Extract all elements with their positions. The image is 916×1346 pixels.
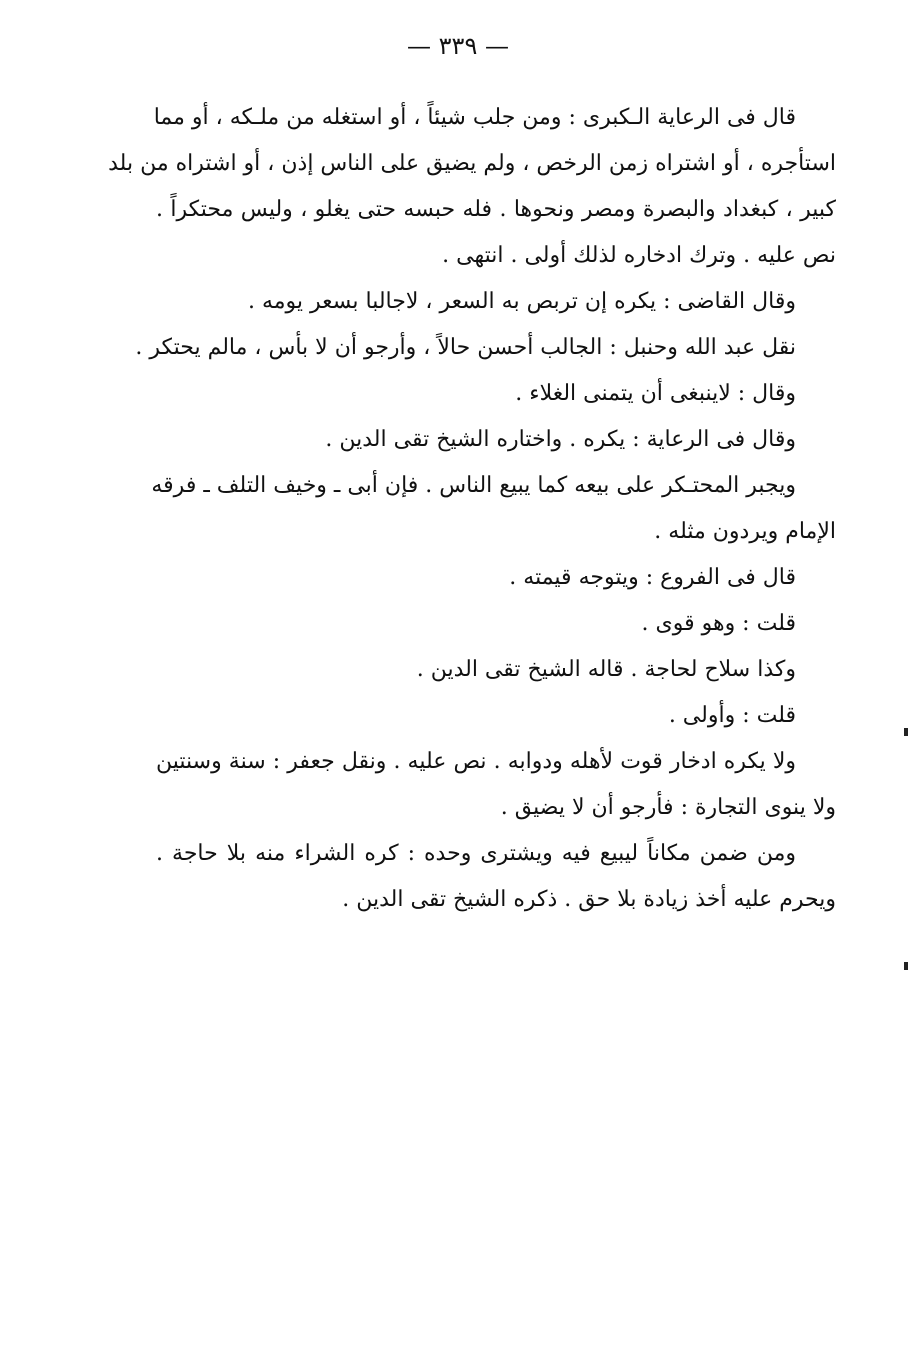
text-line: وكذا سلاح لحاجة . قاله الشيخ تقى الدين . <box>416 657 796 682</box>
text-line: ويجبر المحتـكر على بيعه كما يبيع الناس . فإن أبى ـ وخيف التلف ـ فرقه <box>151 473 796 498</box>
text-line: قلت : وأولى . <box>668 703 796 728</box>
scan-mark <box>904 728 908 736</box>
text-line: كبير ، كبغداد والبصرة ومصر ونحوها . فله حبسه حتى يغلو ، وليس محتكراً . <box>156 197 836 222</box>
text-line: ولا يكره ادخار قوت لأهله ودوابه . نص عليه . ونقل جعفر : سنة وسنتين <box>156 749 796 774</box>
scan-mark <box>904 962 908 970</box>
text-line: وقال القاضى : يكره إن تربص به السعر ، لاجالبا بسعر يومه . <box>247 289 796 314</box>
text-line: نص عليه . وترك ادخاره لذلك أولى . انتهى . <box>442 243 836 268</box>
text-line: وقال : لاينبغى أن يتمنى الغلاء . <box>515 381 796 406</box>
text-line: قال فى الرعاية الـكبرى : ومن جلب شيئاً ، أو استغله من ملـكه ، أو مما <box>153 105 796 130</box>
body-text <box>108 95 836 923</box>
text-line: ومن ضمن مكاناً ليبيع فيه ويشترى وحده : كره الشراء منه بلا حاجة . <box>156 841 796 866</box>
page-number: — ٣٣٩ — <box>407 32 509 60</box>
text-line: ولا ينوى التجارة : فأرجو أن لا يضيق . <box>500 795 836 820</box>
text-line: ويحرم عليه أخذ زيادة بلا حق . ذكره الشيخ تقى الدين . <box>342 887 836 912</box>
text-line: استأجره ، أو اشتراه زمن الرخص ، ولم يضيق على الناس إذن ، أو اشتراه من بلد <box>108 151 836 176</box>
text-line: وقال فى الرعاية : يكره . واختاره الشيخ تقى الدين . <box>325 427 796 452</box>
text-line: قلت : وهو قوى . <box>641 611 796 636</box>
text-line: قال فى الفروع : ويتوجه قيمته . <box>509 565 796 590</box>
text-line: نقل عبد الله وحنبل : الجالب أحسن حالاً ، وأرجو أن لا بأس ، مالم يحتكر . <box>135 335 796 360</box>
text-line: الإمام ويردون مثله . <box>654 519 836 544</box>
